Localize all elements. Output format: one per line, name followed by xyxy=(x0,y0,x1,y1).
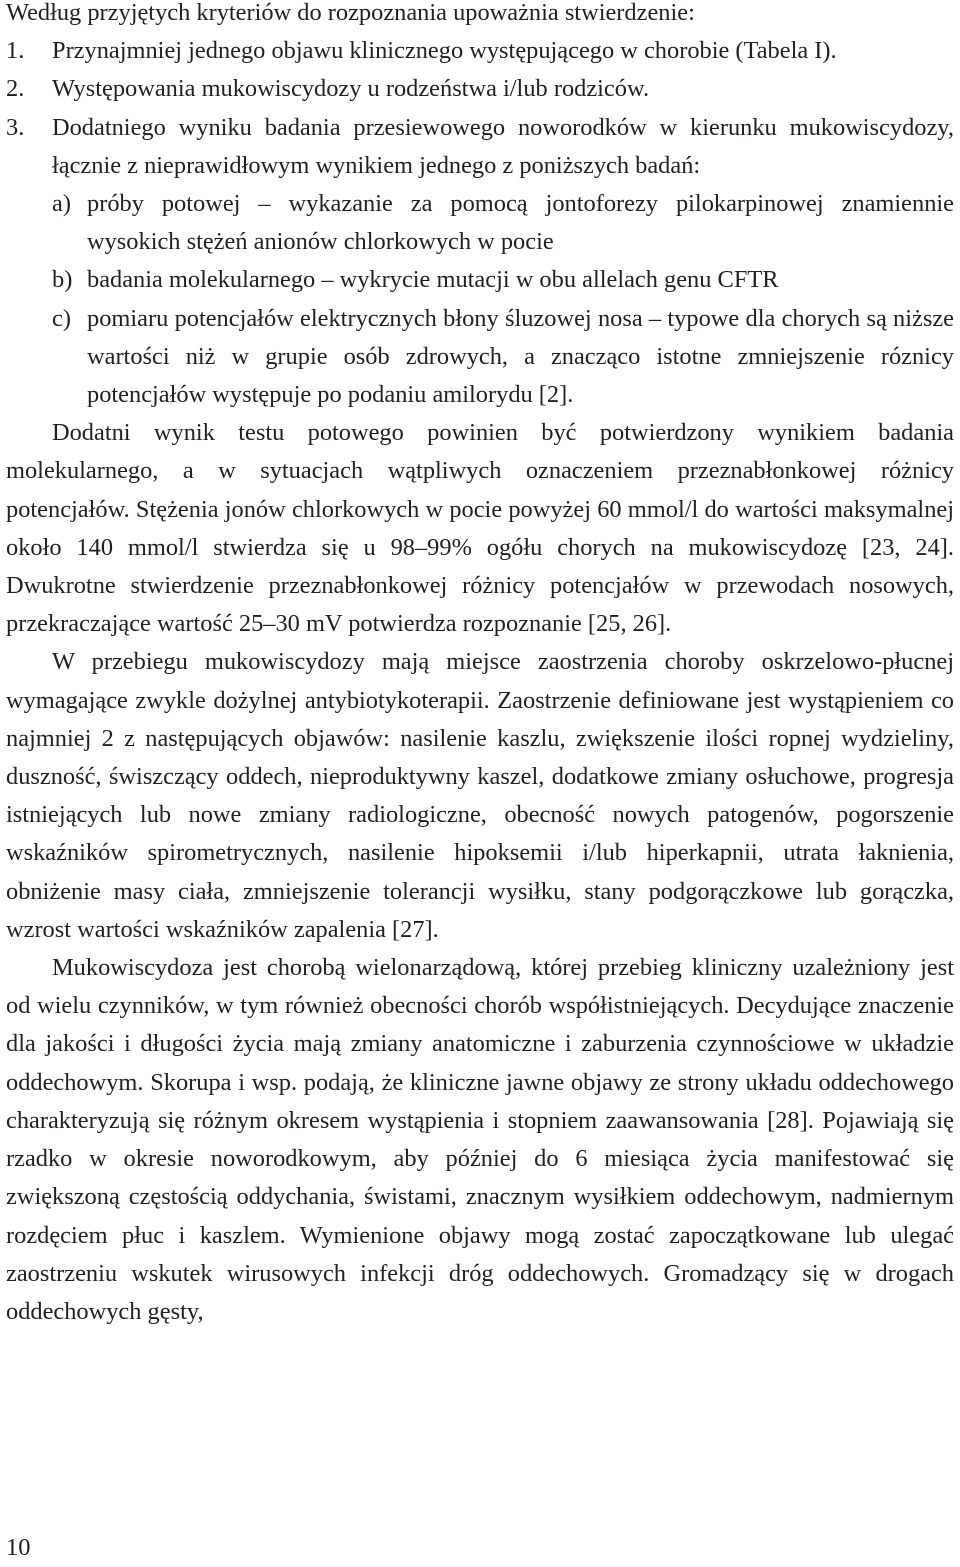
criterion-number: 3. xyxy=(6,113,25,141)
criteria-list xyxy=(6,32,954,185)
criterion-item xyxy=(6,70,954,108)
criteria-intro: Według przyjętych kryteriów do rozpoznania upoważnia stwierdzenie: xyxy=(6,0,695,26)
page-number: 10 xyxy=(6,1534,31,1561)
criterion-number: 2. xyxy=(6,75,25,103)
subcriterion-letter: b) xyxy=(52,266,73,294)
paragraph-multiorgan: Mukowiscydoza jest chorobą wielonarządową, której przebieg kliniczny uzależniony jest od wielu czynników, w tym również obecności chorób współistniejących. Decydujące znaczenie dla jakości i długości życia mają zmiany anatomiczne i zaburzenia czynnościowe w układzie oddechowym. Skorupa i wsp. podają, że kliniczne jawne objawy ze strony układu oddechowego charakteryzują się różnym okresem wystąpienia i stopniem zaawansowania [28]. Pojawiają się rzadko w okresie noworodkowym, aby później do 6 miesiąca życia manifestować się zwiększoną częstością oddychania, świstami, znacznym wysiłkiem oddechowym, nadmiernym rozdęciem płuc i kaszlem. Wymienione objawy mogą zostać zapoczątkowane lub ulegać zaostrzeniu wskutek wirusowych infekcji dróg oddechowych. Gromadzący się w drogach oddechowych gęsty, xyxy=(6,954,954,1325)
subcriteria-list xyxy=(6,185,954,414)
criterion-item xyxy=(6,109,954,185)
subcriterion-letter: a) xyxy=(52,190,71,218)
document-page xyxy=(6,0,954,1331)
subcriterion-text: pomiaru potencjałów elektrycznych błony śluzowej nosa – typowe dla chorych są niższe wartości niż w grupie osób zdrowych, a znacząco istotne zmniejszenie róznicy potencjałów występuje po podaniu amilorydu [2]. xyxy=(87,304,954,409)
paragraph-exacerbations: W przebiegu mukowiscydozy mają miejsce zaostrzenia choroby oskrzelowo-płucnej wymagające zwykle dożylnej antybiotykoterapii. Zaostrzenie definiowane jest wystąpieniem co najmniej 2 z następujących objawów: nasilenie kaszlu, zwiększenie ilości ropnej wydzieliny, duszność, świszczący oddech, nieproduktywny kaszel, dodatkowe zmiany osłuchowe, progresja istniejących lub nowe zmiany radiologiczne, obecność nowych patogenów, pogorszenie wskaźników spirometrycznych, nasilenie hipoksemii i/lub hiperkapnii, utrata łaknienia, obniżenie masy ciała, zmniejszenie tolerancji wysiłku, stany podgorączkowe lub gorączka, wzrost wartości wskaźników zapalenia [27]. xyxy=(6,648,954,943)
paragraph-sweat-test: Dodatni wynik testu potowego powinien być potwierdzony wynikiem badania molekularnego, a w sytuacjach wątpliwych oznaczeniem przeznabłonkowej różnicy potencjałów. Stężenia jonów chlorkowych w pocie powyżej 60 mmol/l do wartości maksymalnej około 140 mmol/l stwierdza się u 98–99% ogółu chorych na mukowiscydozę [23, 24]. Dwukrotne stwierdzenie przeznabłonkowej różnicy potencjałów w przewodach nosowych, przekraczające wartość 25–30 mV potwierdza rozpoznanie [25, 26]. xyxy=(6,419,954,638)
subcriterion-text: próby potowej – wykazanie za pomocą jontoforezy pilokarpinowej znamiennie wysokich stężeń anionów chlorkowych w pocie xyxy=(87,190,954,256)
subcriterion-item xyxy=(6,300,954,415)
criterion-text: Dodatniego wyniku badania przesiewowego noworodków w kierunku mukowiscydozy, łącznie z nieprawidłowym wynikiem jednego z poniższych badań: xyxy=(52,113,954,179)
subcriterion-item xyxy=(6,261,954,299)
criterion-number: 1. xyxy=(6,37,25,65)
subcriterion-text: badania molekularnego – wykrycie mutacji w obu allelach genu CFTR xyxy=(87,266,779,294)
subcriterion-letter: c) xyxy=(52,304,71,332)
criterion-text: Występowania mukowiscydozy u rodzeństwa i/lub rodziców. xyxy=(52,75,650,103)
criterion-text: Przynajmniej jednego objawu klinicznego występującego w chorobie (Tabela I). xyxy=(52,37,837,65)
subcriterion-item xyxy=(6,185,954,261)
criterion-item xyxy=(6,32,954,70)
